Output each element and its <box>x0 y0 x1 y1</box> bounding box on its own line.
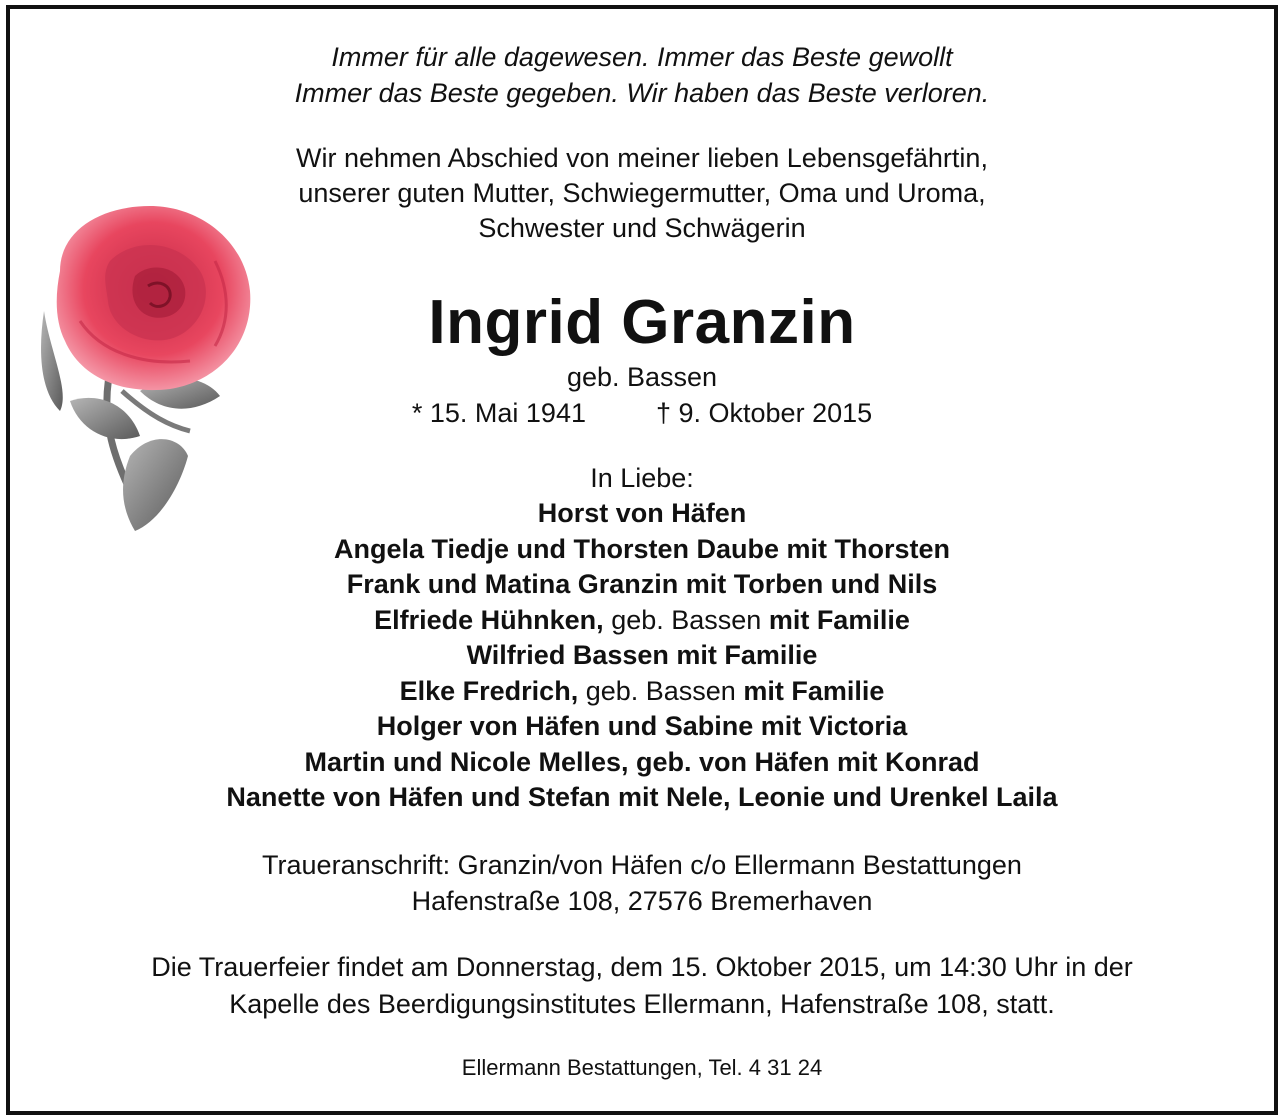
address-line: Traueranschrift: Granzin/von Häfen c/o Ellermann Bestattungen <box>262 850 1022 880</box>
life-dates <box>10 395 1274 431</box>
motto <box>10 39 1274 111</box>
mourning-address <box>10 847 1274 919</box>
death-date: † 9. Oktober 2015 <box>655 398 873 428</box>
intro-line: Wir nehmen Abschied von meiner lieben Lebensgefährtin, <box>296 143 988 173</box>
mourners-heading: In Liebe: <box>590 463 694 493</box>
intro-text <box>10 141 1274 246</box>
birth-date: * 15. Mai 1941 <box>411 398 586 428</box>
mourner-line: Holger von Häfen und Sabine mit Victoria <box>376 711 908 741</box>
motto-line: Immer das Beste gegeben. Wir haben das Beste verloren. <box>294 78 990 108</box>
intro-line: unserer guten Mutter, Schwiegermutter, Oma und Uroma, <box>298 178 986 208</box>
maiden-name: geb. Bassen <box>566 362 718 392</box>
mourner-line: Frank und Matina Granzin mit Torben und Nils <box>346 569 938 599</box>
obituary-notice <box>6 5 1278 1115</box>
funeral-service-info <box>10 949 1274 1023</box>
intro-line: Schwester und Schwägerin <box>478 213 806 243</box>
motto-line: Immer für alle dagewesen. Immer das Beste gewollt <box>331 42 953 72</box>
mourner-line: Martin und Nicole Melles, geb. von Häfen mit Konrad <box>304 746 980 777</box>
mourner-line: Horst von Häfen <box>537 498 747 528</box>
mourner-line: Wilfried Bassen mit Familie <box>466 640 818 670</box>
deceased-name: Ingrid Granzin <box>428 288 856 357</box>
service-line: Die Trauerfeier findet am Donnerstag, dem 15. Oktober 2015, um 14:30 Uhr in der <box>151 952 1133 982</box>
mourner-line: Elke Fredrich, geb. Bassen mit Familie <box>399 675 885 706</box>
funeral-home-contact: Ellermann Bestattungen, Tel. 4 31 24 <box>461 1055 823 1080</box>
mourner-line: Elfriede Hühnken, geb. Bassen mit Familie <box>374 604 910 635</box>
mourners-list <box>10 496 1274 816</box>
service-line: Kapelle des Beerdigungsinstitutes Ellermann, Hafenstraße 108, statt. <box>229 989 1055 1019</box>
mourner-line: Angela Tiedje und Thorsten Daube mit Thorsten <box>333 533 951 564</box>
address-line: Hafenstraße 108, 27576 Bremerhaven <box>411 886 873 916</box>
mourner-line: Nanette von Häfen und Stefan mit Nele, Leonie und Urenkel Laila <box>226 782 1058 812</box>
